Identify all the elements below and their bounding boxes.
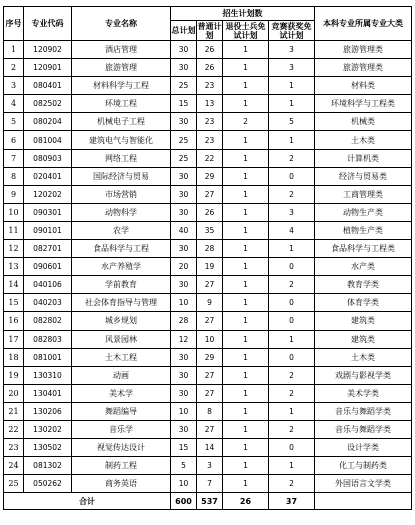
table-row	[4, 348, 412, 366]
code-cell: 040106	[24, 276, 72, 294]
total-cell: 30	[171, 420, 197, 438]
total-cell: 12	[171, 330, 197, 348]
seq-cell: 4	[4, 95, 24, 113]
general-cell: 35	[197, 221, 223, 239]
code-cell: 082802	[24, 312, 72, 330]
code-cell: 080204	[24, 113, 72, 131]
seq-cell: 15	[4, 294, 24, 312]
general-cell: 27	[197, 185, 223, 203]
general-cell: 22	[197, 149, 223, 167]
veteran-cell: 1	[223, 312, 269, 330]
award-cell: 2	[269, 420, 315, 438]
total-cell: 30	[171, 384, 197, 402]
code-cell: 120202	[24, 185, 72, 203]
name-cell: 风景园林	[72, 330, 171, 348]
enrollment-plan-document	[3, 6, 412, 510]
veteran-cell: 1	[223, 294, 269, 312]
total-cell: 10	[171, 294, 197, 312]
code-cell: 120901	[24, 59, 72, 77]
code-cell: 130401	[24, 384, 72, 402]
seq-cell: 1	[4, 41, 24, 59]
header-award: 竞赛获奖免试计划	[269, 21, 315, 41]
table-row	[4, 384, 412, 402]
table-row	[4, 59, 412, 77]
seq-cell: 10	[4, 203, 24, 221]
category-cell: 土木类	[315, 131, 412, 149]
total-cell: 30	[171, 203, 197, 221]
award-cell: 1	[269, 457, 315, 475]
category-cell: 音乐与舞蹈学类	[315, 420, 412, 438]
total-cell: 25	[171, 131, 197, 149]
header-total: 总计划	[171, 21, 197, 41]
name-cell: 动物科学	[72, 203, 171, 221]
category-cell: 土木类	[315, 348, 412, 366]
general-cell: 14	[197, 439, 223, 457]
total-sum: 600	[171, 493, 197, 510]
total-cell: 30	[171, 59, 197, 77]
name-cell: 国际经济与贸易	[72, 167, 171, 185]
category-cell: 建筑类	[315, 330, 412, 348]
general-cell: 9	[197, 294, 223, 312]
veteran-cell: 1	[223, 330, 269, 348]
total-cell: 30	[171, 167, 197, 185]
award-cell: 5	[269, 113, 315, 131]
award-cell: 0	[269, 312, 315, 330]
award-cell: 0	[269, 348, 315, 366]
veteran-cell: 1	[223, 439, 269, 457]
award-cell: 0	[269, 294, 315, 312]
name-cell: 机械电子工程	[72, 113, 171, 131]
total-cell: 30	[171, 41, 197, 59]
award-cell: 1	[269, 131, 315, 149]
veteran-cell: 2	[223, 113, 269, 131]
total-cell: 40	[171, 221, 197, 239]
name-cell: 水产养殖学	[72, 258, 171, 276]
award-cell: 4	[269, 221, 315, 239]
veteran-cell: 1	[223, 203, 269, 221]
enrollment-plan-table	[3, 6, 412, 510]
total-cell: 30	[171, 366, 197, 384]
award-cell: 1	[269, 95, 315, 113]
general-cell: 23	[197, 77, 223, 95]
general-cell: 26	[197, 59, 223, 77]
header-veteran: 退役士兵免试计划	[223, 21, 269, 41]
table-row	[4, 258, 412, 276]
general-cell: 27	[197, 312, 223, 330]
name-cell: 农学	[72, 221, 171, 239]
award-cell: 2	[269, 384, 315, 402]
code-cell: 082803	[24, 330, 72, 348]
name-cell: 美术学	[72, 384, 171, 402]
name-cell: 视觉传达设计	[72, 439, 171, 457]
seq-cell: 16	[4, 312, 24, 330]
veteran-sum: 26	[223, 493, 269, 510]
total-cell: 15	[171, 439, 197, 457]
name-cell: 音乐学	[72, 420, 171, 438]
general-sum: 537	[197, 493, 223, 510]
seq-cell: 12	[4, 240, 24, 258]
code-cell: 080401	[24, 77, 72, 95]
seq-cell: 25	[4, 475, 24, 493]
general-cell: 29	[197, 348, 223, 366]
award-cell: 1	[269, 330, 315, 348]
total-cell: 30	[171, 348, 197, 366]
category-cell: 植物生产类	[315, 221, 412, 239]
total-cell: 10	[171, 402, 197, 420]
table-row	[4, 420, 412, 438]
award-cell: 2	[269, 366, 315, 384]
category-cell: 经济与贸易类	[315, 167, 412, 185]
veteran-cell: 1	[223, 221, 269, 239]
name-cell: 市场营销	[72, 185, 171, 203]
category-cell: 旅游管理类	[315, 41, 412, 59]
table-row	[4, 203, 412, 221]
name-cell: 动画	[72, 366, 171, 384]
category-cell: 戏剧与影视学类	[315, 366, 412, 384]
header-category: 本科专业所属专业大类	[315, 7, 412, 41]
table-body	[4, 41, 412, 493]
general-cell: 23	[197, 113, 223, 131]
general-cell: 7	[197, 475, 223, 493]
award-cell: 1	[269, 240, 315, 258]
header-seq: 序号	[4, 7, 24, 41]
table-row	[4, 77, 412, 95]
seq-cell: 8	[4, 167, 24, 185]
general-cell: 10	[197, 330, 223, 348]
award-cell: 2	[269, 276, 315, 294]
category-cell: 设计学类	[315, 439, 412, 457]
total-cell: 30	[171, 240, 197, 258]
veteran-cell: 1	[223, 348, 269, 366]
code-cell: 090101	[24, 221, 72, 239]
seq-cell: 21	[4, 402, 24, 420]
table-row	[4, 276, 412, 294]
seq-cell: 5	[4, 113, 24, 131]
name-cell: 城乡规划	[72, 312, 171, 330]
name-cell: 材料科学与工程	[72, 77, 171, 95]
code-cell: 082502	[24, 95, 72, 113]
general-cell: 27	[197, 420, 223, 438]
award-cell: 2	[269, 185, 315, 203]
total-cell: 28	[171, 312, 197, 330]
general-cell: 29	[197, 167, 223, 185]
code-cell: 081302	[24, 457, 72, 475]
category-cell: 旅游管理类	[315, 59, 412, 77]
category-cell: 机械类	[315, 113, 412, 131]
code-cell: 082701	[24, 240, 72, 258]
name-cell: 环境工程	[72, 95, 171, 113]
total-row	[4, 493, 412, 510]
total-cell: 25	[171, 149, 197, 167]
seq-cell: 18	[4, 348, 24, 366]
veteran-cell: 1	[223, 95, 269, 113]
seq-cell: 11	[4, 221, 24, 239]
category-cell: 工商管理类	[315, 185, 412, 203]
table-row	[4, 95, 412, 113]
veteran-cell: 1	[223, 240, 269, 258]
award-cell: 3	[269, 203, 315, 221]
award-cell: 0	[269, 439, 315, 457]
name-cell: 酒店管理	[72, 41, 171, 59]
veteran-cell: 1	[223, 276, 269, 294]
seq-cell: 7	[4, 149, 24, 167]
general-cell: 26	[197, 203, 223, 221]
general-cell: 8	[197, 402, 223, 420]
code-cell: 130310	[24, 366, 72, 384]
veteran-cell: 1	[223, 149, 269, 167]
name-cell: 网络工程	[72, 149, 171, 167]
total-cell: 10	[171, 475, 197, 493]
veteran-cell: 1	[223, 41, 269, 59]
total-cell: 30	[171, 185, 197, 203]
table-row	[4, 457, 412, 475]
category-cell: 水产类	[315, 258, 412, 276]
seq-cell: 19	[4, 366, 24, 384]
general-cell: 27	[197, 366, 223, 384]
award-cell: 2	[269, 475, 315, 493]
veteran-cell: 1	[223, 420, 269, 438]
seq-cell: 9	[4, 185, 24, 203]
code-cell: 130206	[24, 402, 72, 420]
table-row	[4, 330, 412, 348]
total-cell: 25	[171, 77, 197, 95]
header-code: 专业代码	[24, 7, 72, 41]
award-cell: 3	[269, 59, 315, 77]
code-cell: 080903	[24, 149, 72, 167]
veteran-cell: 1	[223, 77, 269, 95]
name-cell: 舞蹈编导	[72, 402, 171, 420]
general-cell: 27	[197, 276, 223, 294]
seq-cell: 22	[4, 420, 24, 438]
award-cell: 3	[269, 41, 315, 59]
table-row	[4, 113, 412, 131]
name-cell: 商务英语	[72, 475, 171, 493]
veteran-cell: 1	[223, 258, 269, 276]
table-row	[4, 366, 412, 384]
category-cell: 教育学类	[315, 276, 412, 294]
header-plan-group: 招生计划数	[171, 7, 315, 21]
code-cell: 050262	[24, 475, 72, 493]
code-cell: 040203	[24, 294, 72, 312]
category-cell: 环境科学与工程类	[315, 95, 412, 113]
award-cell: 0	[269, 258, 315, 276]
name-cell: 制药工程	[72, 457, 171, 475]
category-cell: 材料类	[315, 77, 412, 95]
total-cell: 30	[171, 113, 197, 131]
award-cell: 0	[269, 167, 315, 185]
name-cell: 学前教育	[72, 276, 171, 294]
category-cell: 建筑类	[315, 312, 412, 330]
general-cell: 19	[197, 258, 223, 276]
veteran-cell: 1	[223, 167, 269, 185]
table-row	[4, 221, 412, 239]
name-cell: 食品科学与工程	[72, 240, 171, 258]
total-cell: 5	[171, 457, 197, 475]
award-sum: 37	[269, 493, 315, 510]
seq-cell: 3	[4, 77, 24, 95]
footer-empty-cell	[315, 493, 412, 510]
code-cell: 090301	[24, 203, 72, 221]
veteran-cell: 1	[223, 59, 269, 77]
seq-cell: 6	[4, 131, 24, 149]
veteran-cell: 1	[223, 131, 269, 149]
code-cell: 081001	[24, 348, 72, 366]
category-cell: 音乐与舞蹈学类	[315, 402, 412, 420]
table-row	[4, 402, 412, 420]
code-cell: 020401	[24, 167, 72, 185]
table-row	[4, 185, 412, 203]
code-cell: 120902	[24, 41, 72, 59]
table-row	[4, 312, 412, 330]
code-cell: 130502	[24, 439, 72, 457]
table-row	[4, 475, 412, 493]
table-row	[4, 41, 412, 59]
name-cell: 建筑电气与智能化	[72, 131, 171, 149]
seq-cell: 13	[4, 258, 24, 276]
category-cell: 食品科学与工程类	[315, 240, 412, 258]
general-cell: 27	[197, 384, 223, 402]
category-cell: 化工与制药类	[315, 457, 412, 475]
veteran-cell: 1	[223, 366, 269, 384]
table-footer	[4, 493, 412, 510]
table-row	[4, 294, 412, 312]
header-name: 专业名称	[72, 7, 171, 41]
general-cell: 28	[197, 240, 223, 258]
total-cell: 15	[171, 95, 197, 113]
table-row	[4, 149, 412, 167]
award-cell: 2	[269, 149, 315, 167]
seq-cell: 24	[4, 457, 24, 475]
name-cell: 社会体育指导与管理	[72, 294, 171, 312]
award-cell: 1	[269, 77, 315, 95]
seq-cell: 17	[4, 330, 24, 348]
seq-cell: 2	[4, 59, 24, 77]
code-cell: 130202	[24, 420, 72, 438]
veteran-cell: 1	[223, 185, 269, 203]
total-label: 合计	[4, 493, 171, 510]
table-header	[4, 7, 412, 41]
veteran-cell: 1	[223, 384, 269, 402]
name-cell: 旅游管理	[72, 59, 171, 77]
code-cell: 090601	[24, 258, 72, 276]
general-cell: 26	[197, 41, 223, 59]
general-cell: 23	[197, 131, 223, 149]
table-row	[4, 240, 412, 258]
seq-cell: 14	[4, 276, 24, 294]
table-row	[4, 131, 412, 149]
total-cell: 20	[171, 258, 197, 276]
table-row	[4, 167, 412, 185]
award-cell: 1	[269, 402, 315, 420]
header-general: 普通计划	[197, 21, 222, 40]
veteran-cell: 1	[223, 457, 269, 475]
seq-cell: 23	[4, 439, 24, 457]
total-cell: 30	[171, 276, 197, 294]
category-cell: 动物生产类	[315, 203, 412, 221]
seq-cell: 20	[4, 384, 24, 402]
general-cell: 13	[197, 95, 223, 113]
veteran-cell: 1	[223, 402, 269, 420]
category-cell: 体育学类	[315, 294, 412, 312]
category-cell: 计算机类	[315, 149, 412, 167]
table-row	[4, 439, 412, 457]
category-cell: 外国语言文学类	[315, 475, 412, 493]
general-cell: 3	[197, 457, 223, 475]
veteran-cell: 1	[223, 475, 269, 493]
name-cell: 土木工程	[72, 348, 171, 366]
category-cell: 美术学类	[315, 384, 412, 402]
code-cell: 081004	[24, 131, 72, 149]
